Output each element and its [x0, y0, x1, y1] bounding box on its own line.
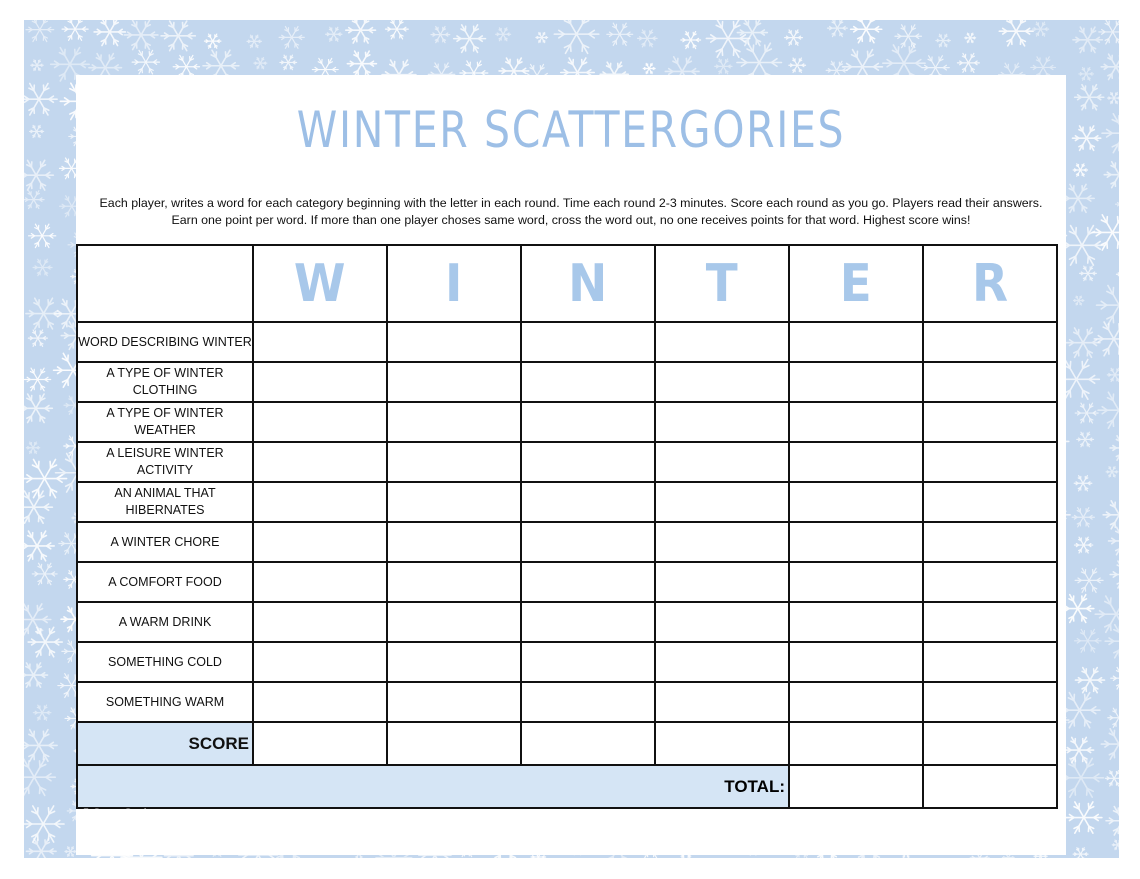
answer-cell-n[interactable] — [521, 362, 655, 402]
snowflake-icon — [161, 21, 195, 51]
snowflake-icon — [1073, 164, 1087, 176]
snowflake-icon — [1116, 196, 1119, 213]
snowflake-icon — [1073, 126, 1101, 150]
snowflake-icon — [785, 30, 803, 45]
answer-cell-r[interactable] — [923, 642, 1057, 682]
score-label: SCORE — [77, 722, 253, 765]
snowflake-icon — [1066, 802, 1102, 833]
snowflake-icon — [347, 51, 376, 76]
snowflake-icon — [1075, 568, 1103, 592]
round-letter: I — [445, 253, 463, 314]
snowflake-icon — [536, 32, 548, 42]
total-cell[interactable] — [789, 765, 923, 808]
corner-cell — [77, 245, 253, 322]
answer-cell-i[interactable] — [387, 602, 521, 642]
answer-cell-i[interactable] — [387, 442, 521, 482]
letter-header-r — [923, 245, 1057, 322]
snowflake-icon — [454, 25, 486, 52]
snowflake-icon — [254, 58, 267, 69]
snowflake-icon — [26, 442, 39, 453]
snowflake-icon — [24, 160, 53, 190]
round-letter: E — [840, 253, 872, 314]
category-label: SOMETHING WARM — [77, 682, 253, 722]
answer-cell-t[interactable] — [655, 322, 789, 362]
snowflake-icon — [1097, 286, 1119, 325]
snowflake-icon — [24, 491, 52, 523]
category-row — [77, 642, 1057, 682]
snowflake-icon — [1072, 508, 1094, 527]
snowflake-icon — [1112, 840, 1119, 850]
snowflake-icon — [1062, 184, 1094, 212]
answer-cell-t[interactable] — [655, 522, 789, 562]
snowflake-icon — [132, 50, 159, 74]
snowflake-icon — [643, 63, 655, 73]
total-label: TOTAL: — [77, 765, 789, 808]
snowflake-icon — [638, 30, 658, 47]
answer-cell-t[interactable] — [655, 682, 789, 722]
snowflake-icon — [279, 27, 304, 49]
snowflake-icon — [1074, 476, 1092, 491]
snowflake-icon — [851, 20, 882, 43]
answer-cell-t[interactable] — [655, 602, 789, 642]
snowflake-icon — [895, 25, 921, 48]
answer-cell-e[interactable] — [789, 602, 923, 642]
snowflake-icon — [1107, 368, 1119, 381]
answer-cell-w[interactable] — [253, 362, 387, 402]
snowflake-icon — [1105, 771, 1119, 786]
snowflake-icon — [24, 394, 52, 422]
snowflake-icon — [1073, 848, 1088, 858]
snowflake-icon — [24, 806, 64, 842]
answer-cell-e[interactable] — [789, 442, 923, 482]
answer-cell-e[interactable] — [789, 682, 923, 722]
scattergories-grid — [76, 244, 1058, 809]
snowflake-icon — [1106, 467, 1118, 477]
snowflake-icon — [1074, 296, 1084, 305]
snowflake-icon — [1062, 595, 1094, 623]
total-cell[interactable] — [923, 765, 1057, 808]
snowflake-icon — [28, 627, 62, 657]
snowflake-icon — [1108, 708, 1119, 727]
letter-header-e — [789, 245, 923, 322]
answer-cell-n[interactable] — [521, 522, 655, 562]
score-cell-w[interactable] — [253, 722, 387, 765]
answer-cell-r[interactable] — [923, 322, 1057, 362]
answer-cell-i[interactable] — [387, 522, 521, 562]
answer-cell-r[interactable] — [923, 482, 1057, 522]
answer-cell-t[interactable] — [655, 442, 789, 482]
answer-cell-n[interactable] — [521, 642, 655, 682]
score-cell-t[interactable] — [655, 722, 789, 765]
answer-cell-n[interactable] — [521, 442, 655, 482]
letter-header-t — [655, 245, 789, 322]
answer-cell-w[interactable] — [253, 522, 387, 562]
snowflake-icon — [24, 459, 67, 497]
answer-cell-w[interactable] — [253, 682, 387, 722]
snowflake-icon — [28, 330, 47, 346]
answer-cell-e[interactable] — [789, 362, 923, 402]
snowflake-icon — [1098, 392, 1119, 428]
snowflake-icon — [431, 27, 450, 43]
snowflake-icon — [31, 60, 43, 71]
answer-cell-t[interactable] — [655, 362, 789, 402]
answer-cell-w[interactable] — [253, 642, 387, 682]
answer-cell-r[interactable] — [923, 522, 1057, 562]
snowflake-icon — [1074, 537, 1092, 553]
answer-cell-t[interactable] — [655, 642, 789, 682]
answer-cell-e[interactable] — [789, 322, 923, 362]
snowflake-icon — [27, 839, 57, 858]
answer-cell-e[interactable] — [789, 402, 923, 442]
answer-cell-r[interactable] — [923, 602, 1057, 642]
category-label: A TYPE OF WINTER CLOTHING — [77, 362, 253, 402]
game-sheet — [76, 75, 1066, 855]
category-row — [77, 442, 1057, 482]
watermark: © SunnySenior — [82, 807, 157, 819]
answer-cell-e[interactable] — [789, 562, 923, 602]
category-label: A WINTER CHORE — [77, 522, 253, 562]
category-row — [77, 322, 1057, 362]
score-cell-e[interactable] — [789, 722, 923, 765]
snowflake-icon — [1116, 267, 1119, 282]
snowflake-icon — [32, 563, 57, 584]
category-row — [77, 562, 1057, 602]
round-letter: T — [706, 253, 738, 314]
answer-cell-e[interactable] — [789, 482, 923, 522]
letter-header-n — [521, 245, 655, 322]
answer-cell-n[interactable] — [521, 402, 655, 442]
category-row — [77, 522, 1057, 562]
snowflake-icon — [346, 20, 376, 43]
answer-cell-r[interactable] — [923, 362, 1057, 402]
answer-cell-t[interactable] — [655, 482, 789, 522]
answer-cell-i[interactable] — [387, 362, 521, 402]
answer-cell-r[interactable] — [923, 402, 1057, 442]
snowflake-icon — [386, 20, 409, 39]
round-letter: W — [294, 253, 346, 314]
category-label: A TYPE OF WINTER WEATHER — [77, 402, 253, 442]
snowflake-icon — [1077, 432, 1094, 446]
category-row — [77, 602, 1057, 642]
snowflake-icon — [1075, 629, 1101, 652]
answer-cell-w[interactable] — [253, 562, 387, 602]
category-row — [77, 362, 1057, 402]
snowflake-icon — [999, 20, 1033, 46]
snowflake-icon — [607, 23, 633, 45]
snowflake-icon — [1073, 27, 1102, 52]
snowflake-icon — [965, 33, 976, 42]
snowflake-icon — [24, 730, 57, 762]
snowflake-icon — [247, 35, 261, 47]
answer-cell-n[interactable] — [521, 322, 655, 362]
snowflake-icon — [496, 28, 511, 41]
snowflake-icon — [681, 31, 701, 48]
snowflake-icon — [24, 759, 55, 795]
category-label: A WARM DRINK — [77, 602, 253, 642]
snowflake-icon — [828, 20, 848, 37]
snowflake-icon — [24, 191, 44, 209]
total-row — [77, 765, 1057, 808]
snowflake-icon — [24, 83, 57, 114]
answer-cell-i[interactable] — [387, 682, 521, 722]
snowflake-icon — [1104, 162, 1119, 188]
letter-header-w — [253, 245, 387, 322]
answer-cell-n[interactable] — [521, 682, 655, 722]
snowflake-icon — [205, 34, 221, 48]
answer-cell-i[interactable] — [387, 402, 521, 442]
snowflake-icon — [24, 368, 50, 391]
snowflake-icon — [94, 20, 125, 46]
snowflake-icon — [33, 705, 50, 720]
snowflake-icon — [124, 20, 158, 49]
snowflake-border — [24, 20, 1119, 858]
answer-cell-e[interactable] — [789, 642, 923, 682]
snowflake-icon — [1108, 92, 1119, 103]
category-row — [77, 682, 1057, 722]
answer-cell-r[interactable] — [923, 442, 1057, 482]
snowflake-icon — [65, 847, 76, 856]
answer-cell-r[interactable] — [923, 562, 1057, 602]
snowflake-icon — [62, 20, 88, 40]
category-label: A LEISURE WINTER ACTIVITY — [77, 442, 253, 482]
answer-cell-n[interactable] — [521, 602, 655, 642]
round-letter: N — [568, 253, 608, 314]
answer-cell-i[interactable] — [387, 642, 521, 682]
category-label: WORD DESCRIBING WINTER — [77, 322, 253, 362]
snowflake-icon — [737, 20, 767, 46]
answer-cell-i[interactable] — [387, 322, 521, 362]
snowflake-icon — [1080, 266, 1097, 280]
page-title: WINTER SCATTERGORIES — [296, 101, 846, 159]
answer-cell-i[interactable] — [387, 482, 521, 522]
category-row — [77, 482, 1057, 522]
answer-cell-r[interactable] — [923, 682, 1057, 722]
letter-header-i — [387, 245, 521, 322]
snowflake-icon — [1111, 667, 1119, 689]
snowflake-icon — [326, 27, 342, 41]
category-row — [77, 402, 1057, 442]
snowflake-icon — [24, 531, 54, 561]
answer-cell-w[interactable] — [253, 402, 387, 442]
snowflake-icon — [24, 663, 48, 687]
score-cell-r[interactable] — [923, 722, 1057, 765]
category-label: SOMETHING COLD — [77, 642, 253, 682]
snowflake-icon — [715, 59, 732, 74]
snowflake-icon — [1079, 68, 1094, 81]
snowflake-icon — [33, 259, 52, 275]
snowflake-icon — [1066, 328, 1100, 357]
snowflake-icon — [280, 55, 297, 69]
snowflake-icon — [1102, 114, 1119, 153]
snowflake-icon — [1064, 737, 1093, 762]
letter-header-row — [77, 245, 1057, 322]
answer-cell-w[interactable] — [253, 602, 387, 642]
instructions-text: Each player, writes a word for each category beginning with the letter in each round. Time each round 2-3 minutes. Score each round as you go. Players read their answers. Earn one point per word. If more than one player choses same word, cross the word out, no one receives points for that word. Highest score wins! — [99, 196, 1043, 227]
answer-cell-e[interactable] — [789, 522, 923, 562]
snowflake-icon — [1103, 501, 1119, 529]
answer-cell-t[interactable] — [655, 402, 789, 442]
answer-cell-n[interactable] — [521, 562, 655, 602]
snowflake-icon — [1106, 807, 1119, 835]
snowflake-icon — [1032, 22, 1048, 36]
answer-cell-n[interactable] — [521, 482, 655, 522]
snowflake-icon — [24, 604, 51, 635]
snowflake-icon — [554, 20, 598, 53]
snowflake-icon — [1094, 322, 1119, 356]
category-label: AN ANIMAL THAT HIBERNATES — [77, 482, 253, 522]
snowflake-icon — [1109, 527, 1119, 555]
snowflake-icon — [1101, 54, 1119, 79]
snowflake-icon — [957, 53, 979, 72]
score-row — [77, 722, 1057, 765]
answer-cell-i[interactable] — [387, 562, 521, 602]
answer-cell-w[interactable] — [253, 322, 387, 362]
snowflake-icon — [1101, 729, 1119, 760]
snowflake-icon — [29, 224, 56, 247]
snowflake-icon — [1075, 668, 1104, 693]
score-cell-n[interactable] — [521, 722, 655, 765]
snowflake-icon — [30, 125, 44, 137]
answer-cell-t[interactable] — [655, 562, 789, 602]
snowflake-icon — [706, 20, 749, 57]
answer-cell-w[interactable] — [253, 442, 387, 482]
category-label: A COMFORT FOOD — [77, 562, 253, 602]
round-letter: R — [971, 253, 1009, 314]
snowflake-icon — [1075, 403, 1098, 423]
snowflake-icon — [1110, 561, 1119, 588]
score-cell-i[interactable] — [387, 722, 521, 765]
snowflake-icon — [1110, 436, 1119, 460]
answer-cell-w[interactable] — [253, 482, 387, 522]
snowflake-icon — [1075, 85, 1104, 110]
snowflake-icon — [789, 58, 806, 72]
snowflake-icon — [936, 34, 951, 47]
snowflake-icon — [26, 20, 54, 42]
